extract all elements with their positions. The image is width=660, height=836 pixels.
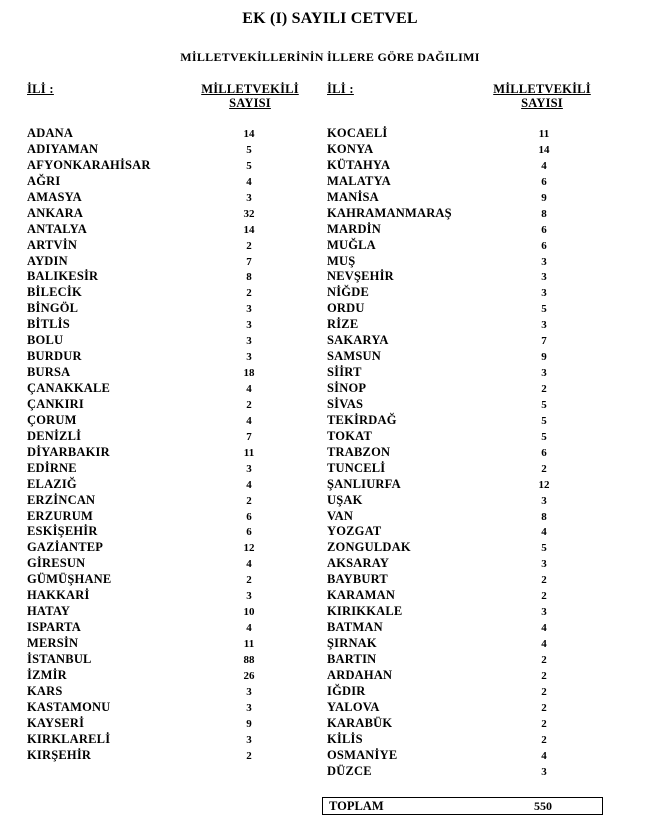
deputy-count: 2 [246,574,252,587]
right-header-il: İLİ : [327,82,354,96]
province-row [327,316,617,332]
province-name: AMASYA [27,189,82,204]
deputy-count: 2 [541,685,547,698]
province-row [327,715,617,731]
province-name: RİZE [327,317,359,332]
province-row [327,300,617,316]
province-name: AFYONKARAHİSAR [27,157,151,172]
province-row [327,651,617,667]
left-province-list [27,125,307,763]
province-row [327,603,617,619]
province-row [327,364,617,380]
province-row [327,476,617,492]
province-row [27,523,307,539]
deputy-count: 2 [246,398,252,411]
deputy-count: 5 [541,542,547,555]
province-row [27,603,307,619]
right-header-mv-line1: MİLLETVEKİLİ [493,82,591,96]
province-name: EDİRNE [27,460,77,475]
province-row [27,205,307,221]
deputy-count: 3 [541,558,547,571]
province-row [327,428,617,444]
province-row [27,173,307,189]
province-name: TUNCELİ [327,460,386,475]
province-row [27,571,307,587]
province-name: ADANA [27,126,74,140]
province-name: UŞAK [327,492,363,507]
deputy-count: 5 [541,398,547,411]
province-name: DENİZLİ [27,428,82,443]
province-name: SAKARYA [327,333,389,348]
province-name: KAYSERİ [27,715,85,730]
deputy-count: 6 [541,175,547,188]
province-name: KARS [27,683,63,698]
deputy-count: 9 [541,351,547,364]
province-row [327,396,617,412]
deputy-count: 2 [246,494,252,507]
deputy-count: 2 [541,590,547,603]
deputy-count: 5 [541,303,547,316]
deputy-count: 2 [541,462,547,475]
province-name: KARABÜK [327,715,393,730]
deputy-count: 2 [541,701,547,714]
document-title: EK (I) SAYILI CETVEL [242,10,418,27]
total-box [322,797,603,815]
province-name: GİRESUN [27,556,86,571]
deputy-count: 26 [243,669,255,682]
province-row [327,205,617,221]
province-name: ŞIRNAK [327,636,377,650]
province-name: ELAZIĞ [27,476,77,491]
province-name: ÇANAKKALE [27,381,111,395]
province-name: MUĞLA [327,237,376,252]
province-row [327,747,617,763]
province-name: VAN [327,508,354,523]
province-row [27,460,307,476]
deputy-count: 4 [246,558,252,571]
province-name: KÜTAHYA [327,157,391,172]
deputy-count: 5 [246,159,252,172]
deputy-count: 4 [246,175,252,188]
province-row [27,253,307,269]
province-row [327,508,617,524]
province-row [27,635,307,651]
province-name: DÜZCE [327,763,372,778]
province-name: ESKİŞEHİR [27,524,98,539]
province-row [327,460,617,476]
province-name: İSTANBUL [27,651,92,666]
deputy-count: 4 [541,622,547,635]
deputy-count: 3 [541,319,547,332]
deputy-count: 6 [541,239,547,252]
deputy-count: 2 [541,669,547,682]
province-row [27,747,307,763]
province-name: IĞDIR [327,683,366,698]
right-header-mv-line2: SAYISI [521,96,563,110]
province-row [27,364,307,380]
province-row [27,157,307,173]
deputy-count: 11 [243,446,255,459]
deputy-count: 4 [246,414,252,427]
province-row [27,396,307,412]
province-row [327,268,617,284]
deputy-count: 9 [246,717,252,730]
deputy-count: 2 [541,574,547,587]
province-name: BATMAN [327,620,383,635]
deputy-count: 2 [541,653,547,666]
province-row [27,715,307,731]
province-row [327,412,617,428]
deputy-count: 18 [243,367,255,380]
province-name: ANTALYA [27,221,87,236]
deputy-count: 3 [246,462,252,475]
province-name: GÜMÜŞHANE [27,572,112,587]
province-row [327,763,617,779]
province-name: ŞANLIURFA [327,476,401,491]
province-name: İZMİR [27,667,67,682]
province-name: ERZİNCAN [27,492,96,507]
deputy-count: 2 [541,383,547,395]
province-name: ARDAHAN [327,667,393,682]
right-province-list [327,125,617,778]
province-row [327,683,617,699]
province-name: NEVŞEHİR [327,269,394,284]
province-row [327,571,617,587]
deputy-count: 5 [541,430,547,443]
province-name: AKSARAY [327,556,390,571]
deputy-count: 12 [243,542,255,555]
province-row [327,731,617,747]
province-name: ÇORUM [27,412,77,427]
province-row [327,492,617,508]
deputy-count: 11 [243,638,255,650]
deputy-count: 4 [541,749,547,762]
province-row [27,268,307,284]
province-name: BARTIN [327,651,377,666]
province-name: KAHRAMANMARAŞ [327,205,452,220]
province-name: TOKAT [327,428,372,443]
province-row [27,316,307,332]
province-row [27,300,307,316]
deputy-count: 8 [246,271,252,284]
province-row [27,683,307,699]
province-row [327,332,617,348]
province-row [327,125,617,141]
deputy-count: 6 [541,223,547,236]
province-row [27,237,307,253]
province-name: BİTLİS [27,317,70,332]
deputy-count: 6 [541,446,547,459]
province-name: BURDUR [27,349,82,364]
deputy-count: 8 [541,207,547,220]
province-name: ANKARA [27,205,84,220]
province-name: MERSİN [27,636,79,650]
deputy-count: 2 [246,749,252,762]
province-row [327,284,617,300]
deputy-count: 6 [246,526,252,539]
province-name: DİYARBAKIR [27,444,110,459]
province-name: KASTAMONU [27,699,111,714]
province-row [327,555,617,571]
province-name: BURSA [27,365,71,380]
province-name: BALIKESİR [27,269,99,284]
deputy-count: 6 [246,510,252,523]
province-name: ZONGULDAK [327,540,411,555]
province-row [27,731,307,747]
deputy-count: 8 [541,510,547,523]
province-name: YALOVA [327,699,380,714]
province-name: GAZİANTEP [27,540,104,555]
province-name: AĞRI [27,173,61,188]
deputy-count: 3 [246,303,252,316]
province-name: KIRIKKALE [327,604,403,619]
deputy-count: 3 [246,733,252,746]
province-row [27,221,307,237]
deputy-count: 3 [541,255,547,268]
province-row [327,189,617,205]
province-name: KOCAELİ [327,126,388,140]
province-row [27,141,307,157]
deputy-count: 4 [541,638,547,650]
deputy-count: 3 [541,765,547,778]
province-row [327,444,617,460]
deputy-count: 4 [541,159,547,172]
province-name: MARDİN [327,221,381,236]
province-name: ÇANKIRI [27,396,84,411]
province-row [327,237,617,253]
province-name: SİVAS [327,396,364,411]
province-row [327,141,617,157]
deputy-count: 7 [246,430,252,443]
deputy-count: 7 [246,255,252,268]
deputy-count: 3 [541,271,547,284]
deputy-count: 10 [243,606,255,619]
province-row [327,699,617,715]
deputy-count: 3 [246,701,252,714]
province-row [27,125,307,141]
deputy-count: 3 [246,191,252,204]
deputy-count: 9 [541,191,547,204]
deputy-count: 4 [246,622,252,635]
province-row [27,555,307,571]
deputy-count: 3 [246,590,252,603]
province-row [327,157,617,173]
left-header-il: İLİ : [27,82,54,96]
province-row [27,667,307,683]
province-row [27,587,307,603]
deputy-count: 3 [246,319,252,332]
province-row [27,476,307,492]
province-name: BAYBURT [327,572,388,587]
province-name: BİNGÖL [27,301,79,316]
province-row [27,492,307,508]
left-header-mv-line1: MİLLETVEKİLİ [201,82,299,96]
province-row [27,508,307,524]
province-name: AYDIN [27,253,68,268]
province-name: KARAMAN [327,588,396,603]
right-header-mv [472,82,612,110]
province-name: KONYA [327,141,374,156]
province-name: ISPARTA [27,620,81,635]
province-name: KİLİS [327,731,363,746]
province-row [27,428,307,444]
province-name: ORDU [327,301,365,316]
deputy-count: 14 [538,143,550,156]
deputy-count: 3 [541,494,547,507]
province-name: HATAY [27,604,71,619]
province-row [327,523,617,539]
province-row [327,587,617,603]
deputy-count: 14 [243,223,255,236]
province-name: HAKKARİ [27,588,90,603]
deputy-count: 4 [246,383,252,395]
province-row [327,221,617,237]
deputy-count: 4 [541,526,547,539]
deputy-count: 2 [246,239,252,252]
province-name: TRABZON [327,444,391,459]
deputy-count: 32 [243,207,255,220]
deputy-count: 88 [243,653,255,666]
province-row [27,284,307,300]
province-name: KIRKLARELİ [27,731,111,746]
province-name: SİİRT [327,365,362,380]
total-label: TOPLAM [329,799,384,813]
province-row [27,699,307,715]
province-row [327,348,617,364]
deputy-count: 3 [246,335,252,348]
deputy-count: 4 [246,478,252,491]
province-name: KIRŞEHİR [27,747,92,762]
deputy-count: 3 [246,351,252,364]
province-name: ERZURUM [27,508,93,523]
province-row [27,539,307,555]
province-name: BOLU [27,333,64,348]
province-name: SİNOP [327,381,367,395]
deputy-count: 12 [538,478,550,491]
province-row [27,412,307,428]
province-row [27,380,307,396]
province-name: TEKİRDAĞ [327,412,397,427]
deputy-count: 3 [541,367,547,380]
deputy-count: 7 [541,335,547,348]
deputy-count: 3 [246,685,252,698]
deputy-count: 5 [541,414,547,427]
deputy-count: 14 [243,128,255,140]
total-value: 550 [534,799,552,813]
province-row [27,651,307,667]
province-row [327,635,617,651]
province-row [327,619,617,635]
province-row [327,253,617,269]
province-name: MANİSA [327,189,379,204]
province-name: ADIYAMAN [27,141,99,156]
province-row [27,189,307,205]
province-row [27,444,307,460]
document-subtitle: MİLLETVEKİLLERİNİN İLLERE GÖRE DAĞILIMI [180,50,480,64]
province-name: NİĞDE [327,285,369,300]
province-row [327,173,617,189]
province-row [27,332,307,348]
province-row [27,348,307,364]
deputy-count: 5 [246,143,252,156]
deputy-count: 2 [541,717,547,730]
deputy-count: 3 [541,606,547,619]
province-name: MUŞ [327,253,356,268]
deputy-count: 2 [541,733,547,746]
province-name: ARTVİN [27,237,78,252]
left-header-mv [180,82,320,110]
left-header-mv-line2: SAYISI [229,96,271,110]
province-name: YOZGAT [327,524,382,539]
deputy-count: 3 [541,287,547,300]
province-row [327,667,617,683]
province-row [327,380,617,396]
province-name: MALATYA [327,173,391,188]
province-row [327,539,617,555]
province-name: BİLECİK [27,285,82,300]
province-name: OSMANİYE [327,747,398,762]
deputy-count: 2 [246,287,252,300]
deputy-count: 11 [538,128,550,140]
province-name: SAMSUN [327,349,381,364]
province-row [27,619,307,635]
